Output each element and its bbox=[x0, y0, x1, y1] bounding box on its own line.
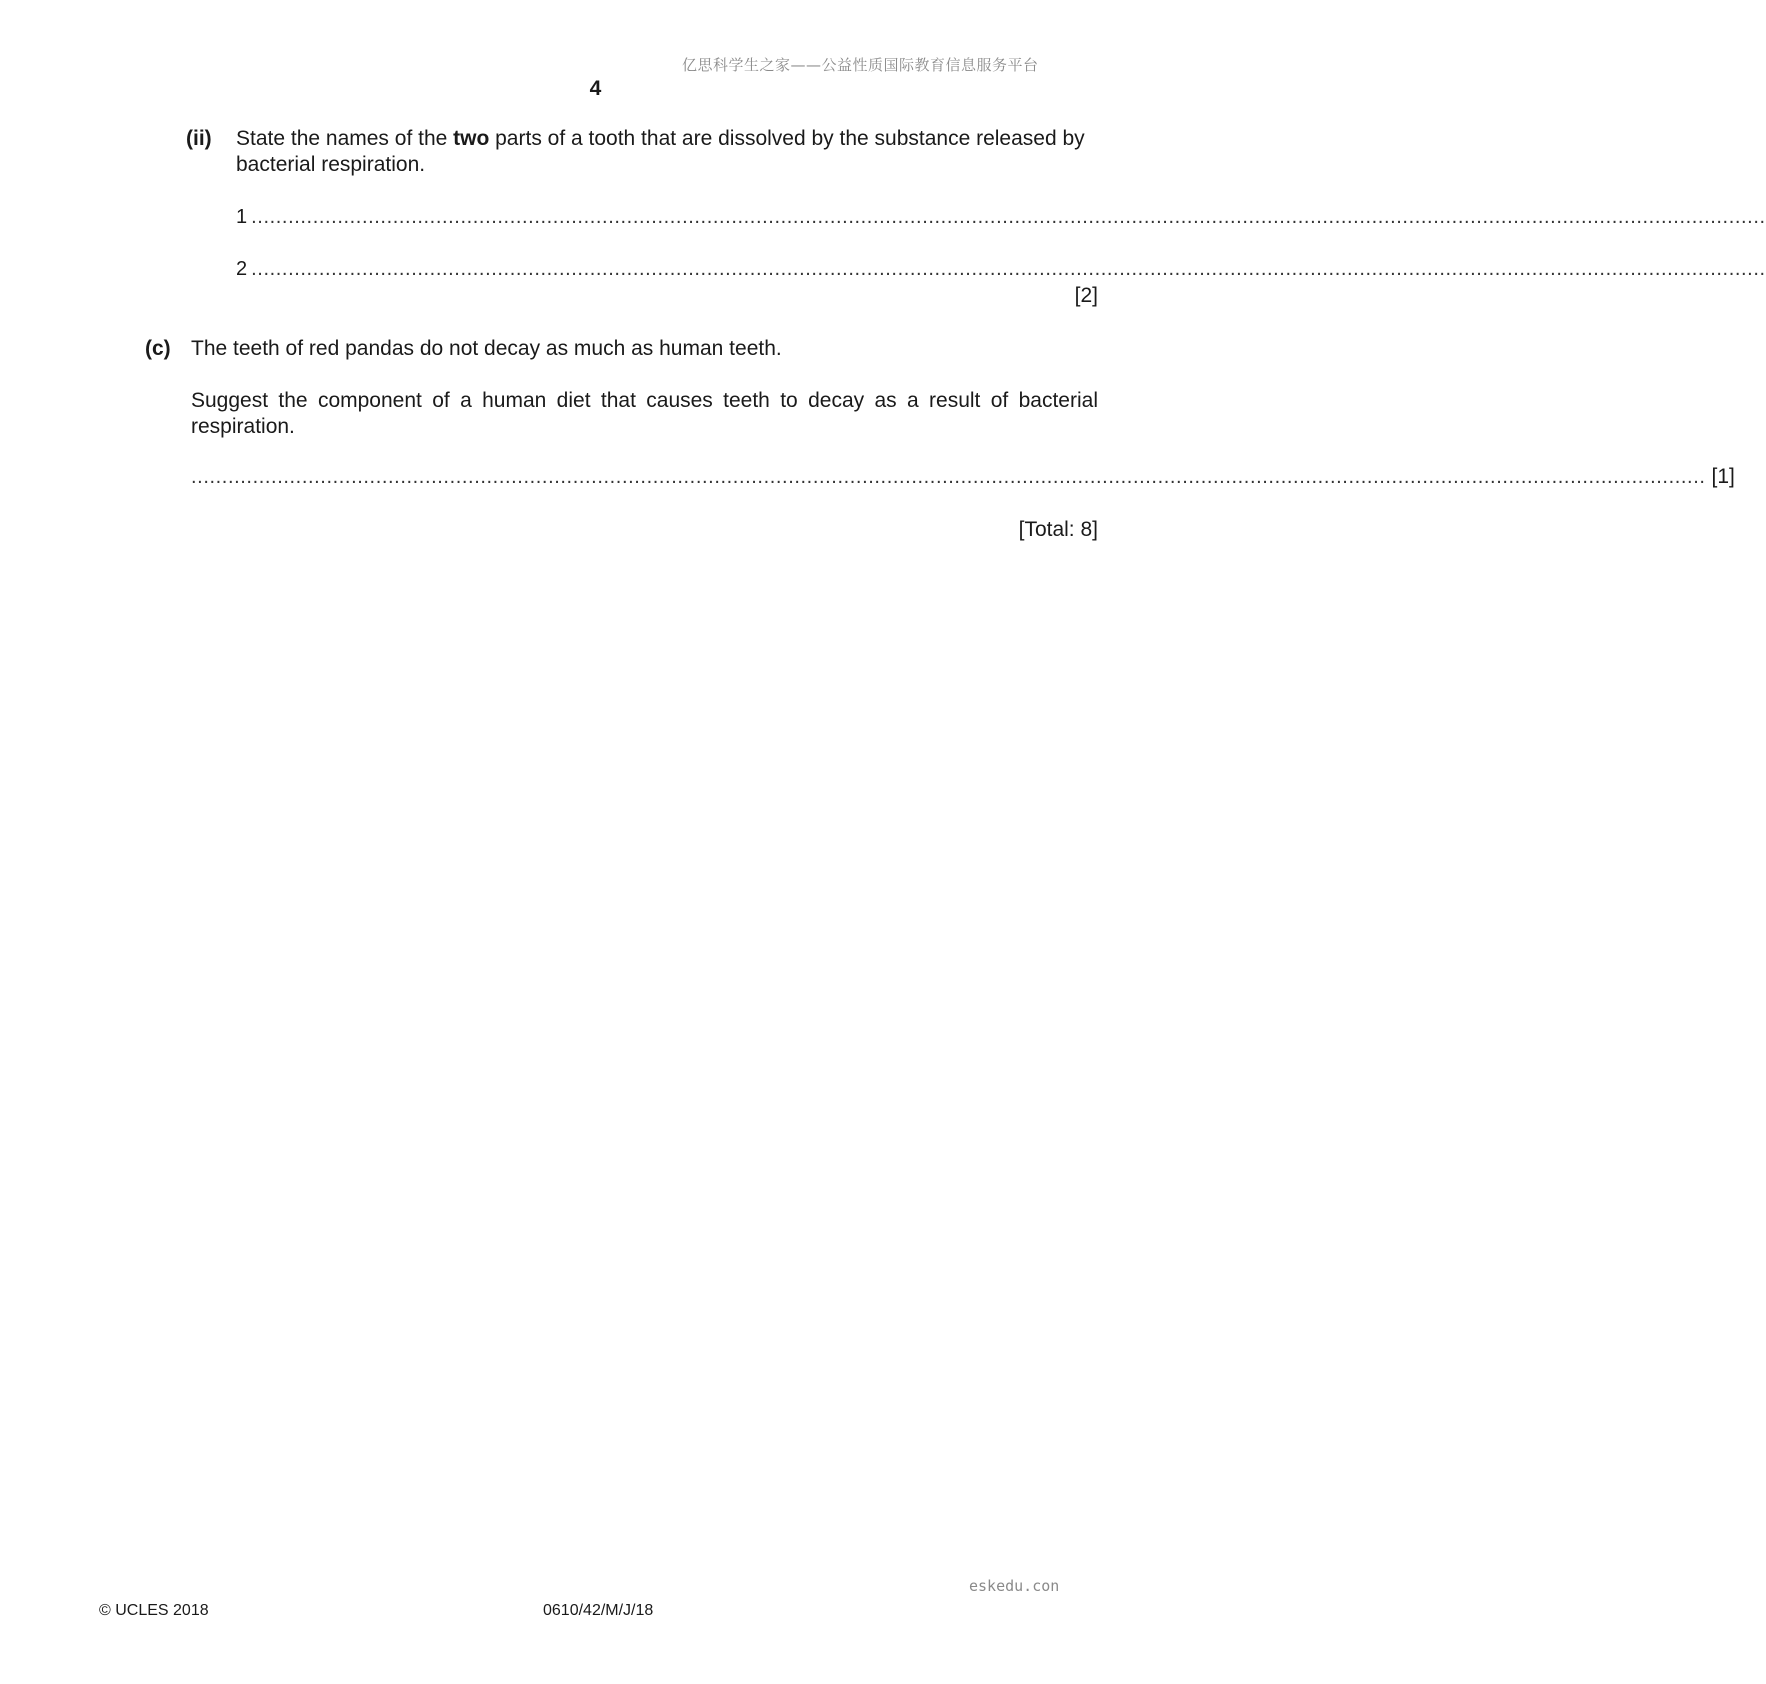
answer-line-1-dots: ...................................................................................................................................................................................................................................................... bbox=[251, 206, 1766, 228]
answer-line-c-dots: ...................................................................................................................................................................................................................................................... bbox=[191, 466, 1706, 488]
footer-paper-code: 0610/42/M/J/18 bbox=[543, 1602, 654, 1619]
question-total: [Total: 8] bbox=[1018, 518, 1098, 541]
page-number: 4 bbox=[589, 77, 602, 100]
question-c-prompt: Suggest the component of a human diet that causes teeth to decay as a result of bacterial respiration. bbox=[191, 389, 1098, 438]
answer-line-2-number: 2 bbox=[236, 258, 248, 280]
question-ii-text-emphasis: two bbox=[453, 127, 490, 150]
answer-line-2-dots: ...................................................................................................................................................................................................................................................... bbox=[251, 258, 1766, 280]
question-ii-text bbox=[236, 126, 1098, 178]
header-watermark: 亿思科学生之家——公益性质国际教育信息服务平台 bbox=[682, 56, 1039, 74]
answer-line-1-number: 1 bbox=[236, 206, 248, 228]
footer-copyright: © UCLES 2018 bbox=[99, 1602, 209, 1619]
footer-watermark: eskedu.con bbox=[969, 1577, 1060, 1595]
question-ii-text-start: State the names of the bbox=[236, 127, 454, 150]
answer-line-2[interactable] bbox=[236, 257, 1766, 281]
answer-line-1[interactable] bbox=[236, 205, 1766, 229]
question-c-statement: The teeth of red pandas do not decay as much as human teeth. bbox=[191, 337, 782, 360]
question-c-marks: [1] bbox=[1711, 465, 1735, 488]
question-c-label: (c) bbox=[145, 337, 171, 360]
question-ii-label: (ii) bbox=[186, 127, 212, 150]
question-ii-text-end: parts of a tooth that are dissolved by the substance released by bacterial respiration. bbox=[236, 127, 1085, 176]
question-ii-marks: [2] bbox=[1074, 284, 1098, 307]
answer-line-c[interactable] bbox=[191, 465, 1735, 489]
